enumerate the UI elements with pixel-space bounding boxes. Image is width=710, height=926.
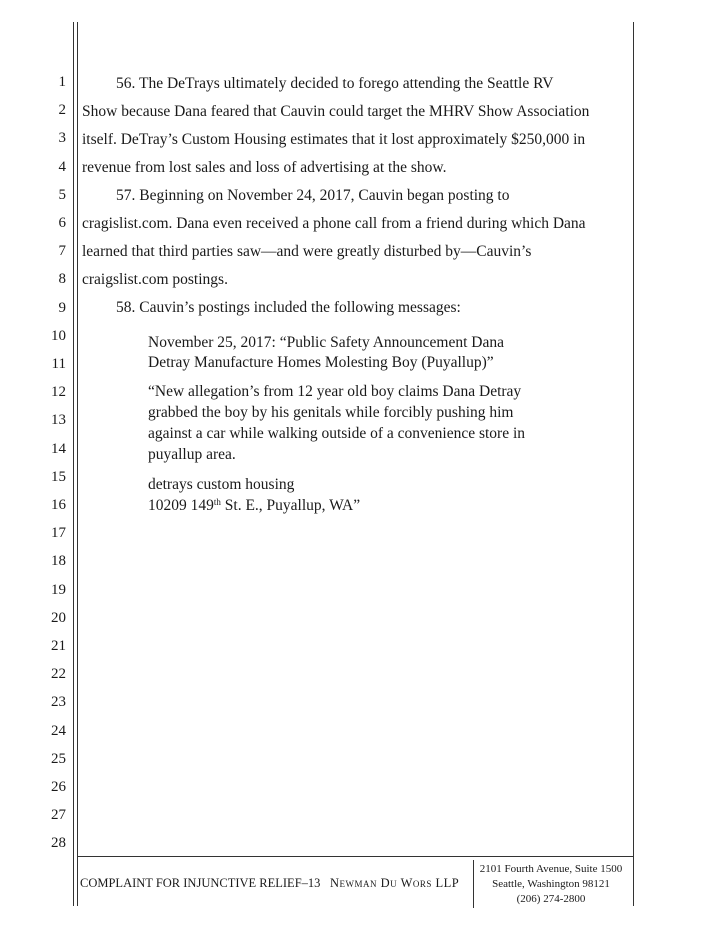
- line-number: 22: [51, 666, 66, 683]
- paragraph-57-line-3: learned that third parties saw—and were greatly disturbed by—Cauvin’s: [82, 243, 532, 260]
- line-number: 27: [51, 807, 66, 824]
- line-number: 13: [51, 412, 66, 429]
- footer-phone: (206) 274-2800: [516, 893, 586, 905]
- left-margin-rule-outer: [73, 22, 74, 906]
- footer-document-title: COMPLAINT FOR INJUNCTIVE RELIEF–13: [80, 876, 321, 890]
- line-number: 24: [51, 722, 66, 739]
- quote-line-5: against a car while walking outside of a convenience store in: [148, 425, 526, 442]
- footer-firm-name: Newman Du Wors LLP: [330, 876, 460, 890]
- quote-line-3: “New allegation’s from 12 year old boy claims Dana Detray: [148, 383, 522, 400]
- quote-line-4: grabbed the boy by his genitals while forcibly pushing him: [148, 404, 514, 421]
- paragraph-56-line-2: Show because Dana feared that Cauvin could target the MHRV Show Association: [82, 103, 590, 120]
- line-number: 12: [51, 384, 66, 401]
- line-number: 7: [58, 243, 66, 260]
- line-number: 20: [51, 609, 66, 626]
- line-number: 1: [58, 74, 66, 90]
- line-number: 2: [58, 102, 66, 119]
- line-number: 4: [58, 158, 66, 175]
- line-number: 10: [51, 327, 66, 344]
- paragraph-57-line-2: cragislist.com. Dana even received a phone call from a friend during which Dana: [82, 215, 586, 232]
- line-number: 18: [51, 553, 66, 570]
- quote-line-6: puyallup area.: [148, 446, 236, 463]
- paragraph-56-line-1: 56. The DeTrays ultimately decided to forego attending the Seattle RV: [116, 75, 554, 92]
- quote-line-2: Detray Manufacture Homes Molesting Boy (Puyallup)”: [148, 354, 494, 371]
- quote-address-number: 10209 149: [148, 497, 214, 514]
- line-number: 5: [58, 186, 66, 203]
- paragraph-58-line-1: 58. Cauvin’s postings included the following messages:: [116, 299, 461, 316]
- quote-address-superscript: th: [213, 497, 221, 507]
- paragraph-56-line-3: itself. DeTray’s Custom Housing estimates that it lost approximately $250,000 in: [82, 131, 586, 148]
- line-number: 3: [58, 130, 66, 147]
- line-number: 6: [58, 215, 66, 231]
- right-margin-rule: [633, 22, 634, 906]
- paragraph-57-line-4: craigslist.com postings.: [82, 271, 228, 288]
- footer-address-street: 2101 Fourth Avenue, Suite 1500: [479, 863, 623, 875]
- paragraph-56-line-4: revenue from lost sales and loss of advertising at the show.: [82, 159, 447, 176]
- line-number: 17: [51, 525, 66, 542]
- line-number: 15: [51, 468, 66, 485]
- line-number: 26: [51, 779, 66, 795]
- footer-address-city: Seattle, Washington 98121: [492, 878, 610, 890]
- line-number: 28: [51, 835, 66, 852]
- line-number: 25: [51, 750, 66, 767]
- line-number: 14: [51, 440, 66, 457]
- line-number: 19: [51, 581, 66, 598]
- left-margin-rule-inner: [77, 22, 78, 906]
- footer-address: [476, 862, 626, 907]
- line-number: 8: [58, 271, 66, 288]
- footer-divider: [473, 860, 474, 908]
- quote-line-1: November 25, 2017: “Public Safety Announcement Dana: [148, 334, 504, 351]
- line-number: 21: [51, 638, 66, 654]
- quote-line-8: [148, 496, 360, 516]
- quote-address-rest: St. E., Puyallup, WA”: [220, 497, 361, 514]
- line-number: 9: [58, 299, 66, 316]
- paragraph-57-line-1: 57. Beginning on November 24, 2017, Cauvin began posting to: [116, 187, 510, 204]
- line-number: 11: [51, 356, 66, 372]
- quote-line-7: detrays custom housing: [148, 476, 295, 493]
- line-number: 23: [51, 694, 66, 711]
- footer-rule: [78, 856, 633, 857]
- line-number: 16: [51, 497, 66, 513]
